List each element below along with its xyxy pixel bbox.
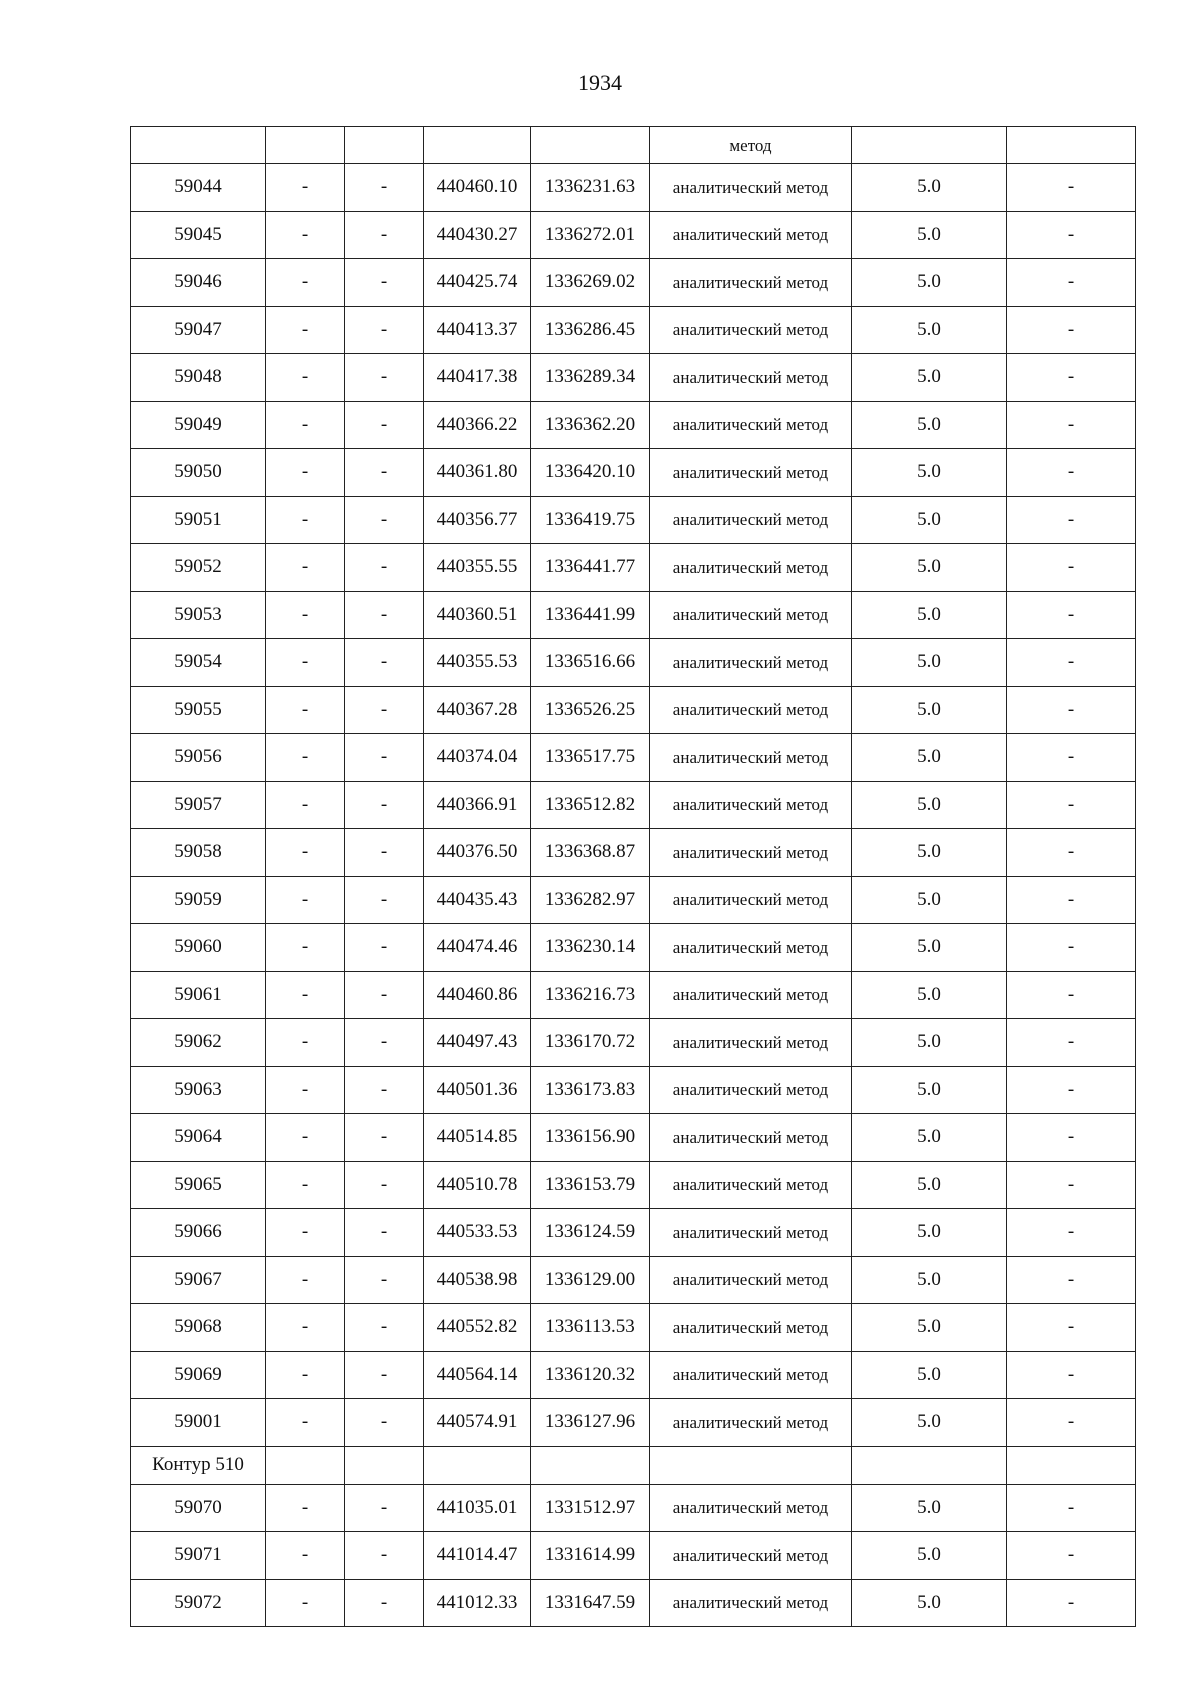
empty-cell: - (345, 1019, 424, 1067)
point-id-cell: 59064 (131, 1114, 266, 1162)
y-coordinate-cell: 1336129.00 (531, 1256, 650, 1304)
x-coordinate-cell: 440366.91 (424, 781, 531, 829)
empty-cell: - (266, 1066, 345, 1114)
table-row (131, 971, 1136, 1019)
empty-cell: - (1007, 1256, 1136, 1304)
method-cell: аналитический метод (650, 449, 852, 497)
empty-cell: - (345, 449, 424, 497)
point-id-cell: 59058 (131, 829, 266, 877)
x-coordinate-cell: 440361.80 (424, 449, 531, 497)
point-id-cell: 59066 (131, 1209, 266, 1257)
y-coordinate-cell: 1336216.73 (531, 971, 650, 1019)
empty-cell: - (345, 1484, 424, 1532)
accuracy-cell: 5.0 (852, 401, 1007, 449)
table-row (131, 306, 1136, 354)
empty-cell: - (1007, 1114, 1136, 1162)
point-id-cell: 59053 (131, 591, 266, 639)
method-cell: аналитический метод (650, 1532, 852, 1580)
empty-cell: - (1007, 354, 1136, 402)
empty-cell: - (266, 591, 345, 639)
empty-cell (266, 1446, 345, 1484)
empty-cell: - (345, 1351, 424, 1399)
table-row (131, 734, 1136, 782)
empty-cell: - (266, 639, 345, 687)
empty-cell: - (1007, 1066, 1136, 1114)
empty-cell: - (1007, 211, 1136, 259)
empty-cell: - (266, 496, 345, 544)
method-cell: аналитический метод (650, 544, 852, 592)
empty-cell: - (1007, 829, 1136, 877)
point-id-cell: 59069 (131, 1351, 266, 1399)
point-id-cell: 59050 (131, 449, 266, 497)
empty-cell: - (1007, 1532, 1136, 1580)
accuracy-cell: 5.0 (852, 1114, 1007, 1162)
empty-cell: - (345, 1066, 424, 1114)
point-id-cell: 59070 (131, 1484, 266, 1532)
y-coordinate-cell: 1336113.53 (531, 1304, 650, 1352)
accuracy-cell: 5.0 (852, 924, 1007, 972)
empty-cell: - (1007, 781, 1136, 829)
y-coordinate-cell: 1336286.45 (531, 306, 650, 354)
table-row (131, 829, 1136, 877)
table-row (131, 496, 1136, 544)
point-id-cell: 59063 (131, 1066, 266, 1114)
y-coordinate-cell: 1336269.02 (531, 259, 650, 307)
empty-cell: - (1007, 1484, 1136, 1532)
accuracy-cell: 5.0 (852, 1209, 1007, 1257)
x-coordinate-cell: 440430.27 (424, 211, 531, 259)
method-cell: аналитический метод (650, 829, 852, 877)
y-coordinate-cell: 1331512.97 (531, 1484, 650, 1532)
table-row (131, 1351, 1136, 1399)
empty-cell: - (266, 1484, 345, 1532)
y-coordinate-cell: 1336441.99 (531, 591, 650, 639)
x-coordinate-cell: 440533.53 (424, 1209, 531, 1257)
accuracy-cell: 5.0 (852, 306, 1007, 354)
empty-cell (345, 1446, 424, 1484)
accuracy-cell: 5.0 (852, 1532, 1007, 1580)
point-id-cell: 59046 (131, 259, 266, 307)
accuracy-cell: 5.0 (852, 1066, 1007, 1114)
empty-cell: - (345, 1532, 424, 1580)
x-coordinate-cell: 440510.78 (424, 1161, 531, 1209)
y-coordinate-cell: 1336153.79 (531, 1161, 650, 1209)
accuracy-cell: 5.0 (852, 259, 1007, 307)
x-coordinate-cell: 440413.37 (424, 306, 531, 354)
x-coordinate-cell: 440425.74 (424, 259, 531, 307)
x-coordinate-cell: 440435.43 (424, 876, 531, 924)
method-cell: аналитический метод (650, 1399, 852, 1447)
x-coordinate-cell: 440367.28 (424, 686, 531, 734)
table-row (131, 876, 1136, 924)
empty-cell: - (345, 1256, 424, 1304)
empty-cell: - (266, 781, 345, 829)
empty-cell: - (266, 1304, 345, 1352)
method-cell: аналитический метод (650, 1066, 852, 1114)
x-coordinate-cell: 440552.82 (424, 1304, 531, 1352)
method-cell: аналитический метод (650, 306, 852, 354)
empty-cell: - (345, 306, 424, 354)
empty-cell: - (266, 924, 345, 972)
empty-cell: - (266, 1209, 345, 1257)
y-coordinate-cell: 1336362.20 (531, 401, 650, 449)
accuracy-cell: 5.0 (852, 449, 1007, 497)
empty-cell: - (345, 1114, 424, 1162)
empty-cell: - (1007, 449, 1136, 497)
empty-cell: - (1007, 306, 1136, 354)
empty-cell: - (266, 354, 345, 402)
y-coordinate-cell: 1336289.34 (531, 354, 650, 402)
page-number: 1934 (578, 70, 622, 95)
y-coordinate-cell: 1336419.75 (531, 496, 650, 544)
empty-cell: - (345, 401, 424, 449)
accuracy-cell: 5.0 (852, 1019, 1007, 1067)
x-coordinate-cell: 440374.04 (424, 734, 531, 782)
table-row (131, 1161, 1136, 1209)
accuracy-cell: 5.0 (852, 781, 1007, 829)
x-coordinate-cell: 440497.43 (424, 1019, 531, 1067)
empty-cell: - (345, 591, 424, 639)
empty-cell: - (266, 1114, 345, 1162)
empty-cell (650, 1446, 852, 1484)
method-cell: аналитический метод (650, 1209, 852, 1257)
point-id-cell: 59049 (131, 401, 266, 449)
empty-cell: - (345, 354, 424, 402)
y-coordinate-cell: 1336231.63 (531, 164, 650, 212)
table-row (131, 1399, 1136, 1447)
accuracy-cell: 5.0 (852, 876, 1007, 924)
method-cell: аналитический метод (650, 1484, 852, 1532)
method-cell: аналитический метод (650, 971, 852, 1019)
accuracy-cell: 5.0 (852, 734, 1007, 782)
empty-cell: - (1007, 544, 1136, 592)
empty-cell (1007, 1446, 1136, 1484)
method-cell: аналитический метод (650, 211, 852, 259)
method-cell: аналитический метод (650, 734, 852, 782)
point-id-cell: 59051 (131, 496, 266, 544)
y-coordinate-cell: 1336156.90 (531, 1114, 650, 1162)
x-coordinate-cell: 440376.50 (424, 829, 531, 877)
empty-cell: - (266, 544, 345, 592)
empty-cell: - (1007, 639, 1136, 687)
method-cell: аналитический метод (650, 1579, 852, 1627)
x-coordinate-cell: 440355.55 (424, 544, 531, 592)
accuracy-cell: 5.0 (852, 829, 1007, 877)
empty-cell: - (345, 1161, 424, 1209)
empty-cell: - (345, 1579, 424, 1627)
method-cell: аналитический метод (650, 781, 852, 829)
y-coordinate-cell: 1336526.25 (531, 686, 650, 734)
empty-cell: - (1007, 876, 1136, 924)
empty-cell: - (345, 829, 424, 877)
table-row (131, 259, 1136, 307)
empty-cell: - (266, 1532, 345, 1580)
accuracy-cell: 5.0 (852, 496, 1007, 544)
method-cell: аналитический метод (650, 496, 852, 544)
table-row (131, 924, 1136, 972)
empty-cell (531, 1446, 650, 1484)
method-cell: аналитический метод (650, 686, 852, 734)
x-coordinate-cell: 441014.47 (424, 1532, 531, 1580)
empty-cell: - (345, 781, 424, 829)
point-id-cell: 59044 (131, 164, 266, 212)
accuracy-cell: 5.0 (852, 1484, 1007, 1532)
table-row (131, 1019, 1136, 1067)
empty-cell (852, 1446, 1007, 1484)
point-id-cell: 59001 (131, 1399, 266, 1447)
method-cell: аналитический метод (650, 639, 852, 687)
empty-cell: - (1007, 971, 1136, 1019)
empty-cell: - (1007, 401, 1136, 449)
empty-cell: - (1007, 496, 1136, 544)
empty-cell: - (266, 1579, 345, 1627)
method-cell: аналитический метод (650, 1161, 852, 1209)
method-cell: аналитический метод (650, 1351, 852, 1399)
point-id-cell: 59056 (131, 734, 266, 782)
empty-cell: - (266, 1019, 345, 1067)
empty-cell (424, 1446, 531, 1484)
x-coordinate-cell: 441035.01 (424, 1484, 531, 1532)
method-cell: аналитический метод (650, 354, 852, 402)
section-label: Контур 510 (131, 1446, 266, 1484)
empty-cell: - (1007, 164, 1136, 212)
empty-cell: - (266, 401, 345, 449)
empty-cell: - (266, 1161, 345, 1209)
empty-cell: - (1007, 591, 1136, 639)
table-row (131, 1304, 1136, 1352)
x-coordinate-cell: 440501.36 (424, 1066, 531, 1114)
x-coordinate-cell: 441012.33 (424, 1579, 531, 1627)
empty-cell: - (345, 544, 424, 592)
x-coordinate-cell: 440574.91 (424, 1399, 531, 1447)
x-coordinate-cell: 440538.98 (424, 1256, 531, 1304)
empty-cell: - (345, 1399, 424, 1447)
table-row (131, 401, 1136, 449)
empty-cell: - (345, 876, 424, 924)
x-coordinate-cell: 440356.77 (424, 496, 531, 544)
method-cell: метод (650, 127, 852, 164)
table-row (131, 591, 1136, 639)
empty-cell: - (1007, 1579, 1136, 1627)
point-id-cell: 59057 (131, 781, 266, 829)
y-coordinate-cell: 1336441.77 (531, 544, 650, 592)
point-id-cell: 59055 (131, 686, 266, 734)
accuracy-cell: 5.0 (852, 1161, 1007, 1209)
coordinates-table (130, 126, 1136, 1627)
x-coordinate-cell: 440460.86 (424, 971, 531, 1019)
empty-cell: - (266, 211, 345, 259)
empty-cell: - (266, 686, 345, 734)
point-id-cell: 59047 (131, 306, 266, 354)
method-cell: аналитический метод (650, 876, 852, 924)
accuracy-cell: 5.0 (852, 354, 1007, 402)
y-coordinate-cell: 1336512.82 (531, 781, 650, 829)
empty-cell: - (345, 686, 424, 734)
table-row (131, 1114, 1136, 1162)
empty-cell: - (266, 259, 345, 307)
accuracy-cell: 5.0 (852, 686, 1007, 734)
table-row (131, 1209, 1136, 1257)
y-coordinate-cell: 1336127.96 (531, 1399, 650, 1447)
empty-cell: - (266, 829, 345, 877)
empty-cell: - (1007, 734, 1136, 782)
point-id-cell: 59060 (131, 924, 266, 972)
table-row (131, 1256, 1136, 1304)
table-row (131, 1066, 1136, 1114)
y-coordinate-cell: 1336272.01 (531, 211, 650, 259)
point-id-cell: 59065 (131, 1161, 266, 1209)
point-id-cell: 59048 (131, 354, 266, 402)
empty-cell: - (345, 971, 424, 1019)
accuracy-cell: 5.0 (852, 591, 1007, 639)
table-row (131, 354, 1136, 402)
x-coordinate-cell: 440355.53 (424, 639, 531, 687)
accuracy-cell: 5.0 (852, 1399, 1007, 1447)
y-coordinate-cell: 1331647.59 (531, 1579, 650, 1627)
empty-cell: - (266, 306, 345, 354)
point-id-cell: 59059 (131, 876, 266, 924)
table-row (131, 449, 1136, 497)
method-cell: аналитический метод (650, 591, 852, 639)
section-row (131, 1446, 1136, 1484)
empty-cell: - (1007, 1351, 1136, 1399)
method-cell: аналитический метод (650, 1304, 852, 1352)
y-coordinate-cell: 1336124.59 (531, 1209, 650, 1257)
empty-cell: - (345, 259, 424, 307)
empty-cell: - (345, 211, 424, 259)
table-row (131, 1484, 1136, 1532)
y-coordinate-cell: 1336230.14 (531, 924, 650, 972)
empty-cell: - (1007, 1209, 1136, 1257)
empty-cell: - (1007, 1161, 1136, 1209)
table-row (131, 544, 1136, 592)
method-cell: аналитический метод (650, 1019, 852, 1067)
empty-cell: - (345, 1304, 424, 1352)
empty-cell: - (266, 449, 345, 497)
point-id-cell: 59054 (131, 639, 266, 687)
accuracy-cell: 5.0 (852, 971, 1007, 1019)
y-coordinate-cell: 1336368.87 (531, 829, 650, 877)
empty-cell: - (266, 164, 345, 212)
point-id-cell: 59067 (131, 1256, 266, 1304)
empty-cell: - (345, 734, 424, 782)
empty-cell: - (266, 1256, 345, 1304)
empty-cell: - (345, 924, 424, 972)
y-coordinate-cell: 1336282.97 (531, 876, 650, 924)
point-id-cell: 59045 (131, 211, 266, 259)
x-coordinate-cell: 440564.14 (424, 1351, 531, 1399)
empty-cell: - (1007, 1399, 1136, 1447)
empty-cell: - (1007, 1304, 1136, 1352)
empty-cell: - (266, 734, 345, 782)
empty-cell: - (345, 639, 424, 687)
continuation-row (131, 127, 1136, 164)
point-id-cell: 59062 (131, 1019, 266, 1067)
method-cell: аналитический метод (650, 401, 852, 449)
table-row (131, 639, 1136, 687)
empty-cell: - (1007, 1019, 1136, 1067)
accuracy-cell: 5.0 (852, 1256, 1007, 1304)
empty-cell: - (266, 971, 345, 1019)
table-row (131, 781, 1136, 829)
accuracy-cell: 5.0 (852, 211, 1007, 259)
method-cell: аналитический метод (650, 164, 852, 212)
accuracy-cell: 5.0 (852, 544, 1007, 592)
point-id-cell: 59071 (131, 1532, 266, 1580)
y-coordinate-cell: 1336420.10 (531, 449, 650, 497)
y-coordinate-cell: 1336516.66 (531, 639, 650, 687)
accuracy-cell: 5.0 (852, 1351, 1007, 1399)
empty-cell: - (266, 1399, 345, 1447)
x-coordinate-cell: 440417.38 (424, 354, 531, 402)
table-row (131, 211, 1136, 259)
table-row (131, 1579, 1136, 1627)
table-row (131, 164, 1136, 212)
accuracy-cell: 5.0 (852, 1304, 1007, 1352)
empty-cell: - (1007, 924, 1136, 972)
empty-cell: - (345, 164, 424, 212)
point-id-cell: 59068 (131, 1304, 266, 1352)
empty-cell: - (266, 1351, 345, 1399)
accuracy-cell: 5.0 (852, 164, 1007, 212)
empty-cell: - (345, 496, 424, 544)
accuracy-cell: 5.0 (852, 639, 1007, 687)
y-coordinate-cell: 1336120.32 (531, 1351, 650, 1399)
x-coordinate-cell: 440474.46 (424, 924, 531, 972)
x-coordinate-cell: 440514.85 (424, 1114, 531, 1162)
point-id-cell: 59072 (131, 1579, 266, 1627)
point-id-cell: 59052 (131, 544, 266, 592)
table-row (131, 686, 1136, 734)
y-coordinate-cell: 1336517.75 (531, 734, 650, 782)
method-cell: аналитический метод (650, 1256, 852, 1304)
point-id-cell: 59061 (131, 971, 266, 1019)
y-coordinate-cell: 1336170.72 (531, 1019, 650, 1067)
x-coordinate-cell: 440460.10 (424, 164, 531, 212)
accuracy-cell: 5.0 (852, 1579, 1007, 1627)
empty-cell: - (1007, 259, 1136, 307)
empty-cell: - (266, 876, 345, 924)
x-coordinate-cell: 440360.51 (424, 591, 531, 639)
empty-cell: - (345, 1209, 424, 1257)
method-cell: аналитический метод (650, 924, 852, 972)
method-cell: аналитический метод (650, 259, 852, 307)
y-coordinate-cell: 1331614.99 (531, 1532, 650, 1580)
empty-cell: - (1007, 686, 1136, 734)
y-coordinate-cell: 1336173.83 (531, 1066, 650, 1114)
table-row (131, 1532, 1136, 1580)
method-cell: аналитический метод (650, 1114, 852, 1162)
x-coordinate-cell: 440366.22 (424, 401, 531, 449)
